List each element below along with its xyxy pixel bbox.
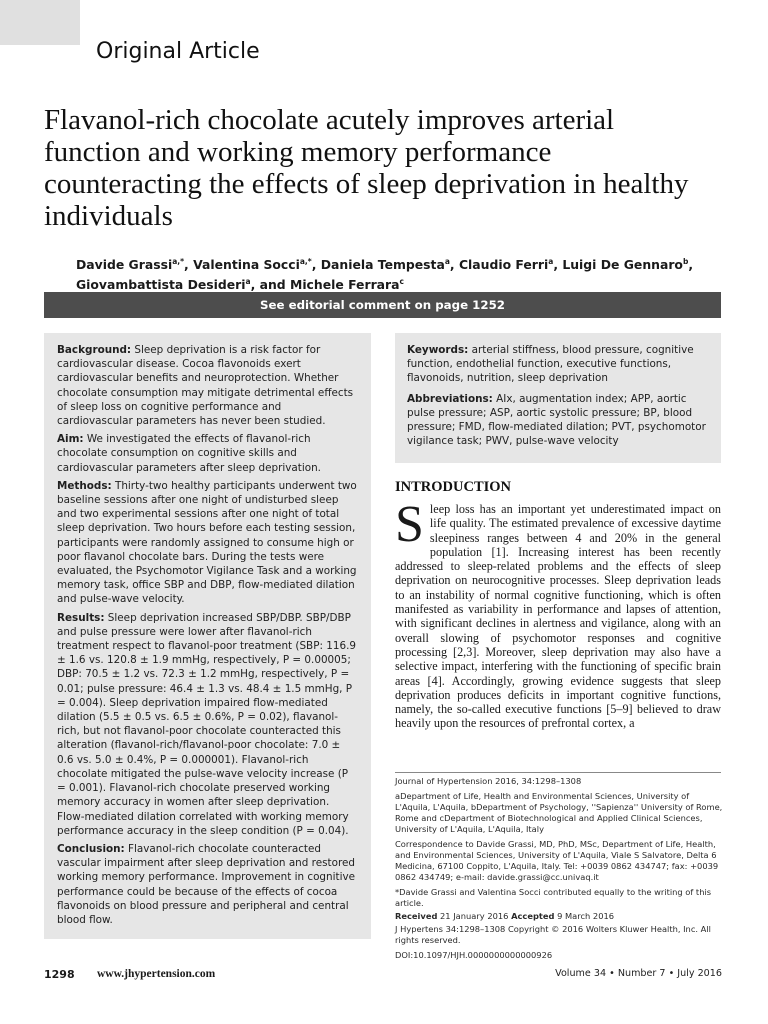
author-affiliation-mark: a,*: [172, 257, 185, 266]
dates: [395, 911, 725, 922]
author-separator: , and: [250, 277, 290, 293]
author-separator: ,: [311, 257, 321, 273]
author: Luigi De Gennaro: [562, 257, 683, 273]
section-text: We investigated the effects of flavanol-rich chocolate consumption on cognitive skills and cardiovascular parameters after sleep deprivation.: [57, 433, 321, 474]
section-text: Flavanol-rich chocolate counteracted vascular impairment after sleep deprivation and restored working memory performance. Improvement in cognitive performance could be because of the effects of cocoa flavonoids on blood pressure and peripheral and central blood flow.: [57, 842, 355, 926]
author-affiliation-mark: a: [245, 277, 251, 287]
abstract-conclusion: [57, 842, 359, 927]
introduction-paragraph: [395, 496, 721, 731]
abstract-background: [57, 343, 359, 428]
section-text: Sleep deprivation is a risk factor for cardiovascular disease. Cocoa flavonoids exert cardiovascular benefits and neuroprotection. Whether chocolate consumption may mitigate detrimental effects of sleep loss on cognitive performance and cardiovascular parameters has never been studied.: [57, 344, 354, 428]
abstract-box: [44, 333, 371, 939]
journal-citation: Journal of Hypertension 2016, 34:1298–1308: [395, 776, 582, 786]
article-title: Flavanol-rich chocolate acutely improves arterial function and working memory performance counteracting the effects of sleep deprivation in healthy individuals: [44, 104, 689, 232]
abbreviations: [407, 392, 709, 449]
section-text: Sleep deprivation increased SBP/DBP. SBP/DBP and pulse pressure were lower after flavanol-rich treatment respect to flavanol-poor treatment (SBP: 116.9 ± 1.6 vs. 120.8 ± 1.9 mmHg, respectively, P = 0.00005; DBP: 70.5 ± 1.2 vs. 72.3 ± 1.2 mmHg, respectively, P = 0.01; pulse pressure: 46.4 ± 1.3 vs. 48.4 ± 1.5 mmHg, P = 0.004). Sleep deprivation impaired flow-mediated dilation (5.5 ± 0.5 vs. 6.5 ± 0.6%, P = 0.02), flavanol-rich, but not flavanol-poor chocolate counteracted this alteration (flavanol-rich/flavanol-poor chocolate: 7.0 ± 0.6 vs. 5.0 ± 0.4%, P = 0.000001). Flavanol-rich chocolate mitigated the pulse-wave velocity increase (P = 0.001). Flavanol-rich chocolate preserved working memory accuracy in women after sleep deprivation. Flow-mediated dilation correlated with working memory performance accuracy in the sleep condition (P = 0.04).: [57, 611, 357, 837]
introduction-heading: INTRODUCTION: [395, 479, 512, 495]
abbreviations-label: Abbreviations:: [407, 392, 493, 405]
footnotes: [395, 776, 725, 965]
section-label: Aim:: [57, 433, 84, 446]
doi[interactable]: DOI:10.1097/HJH.0000000000000926: [395, 950, 553, 960]
drop-cap: S: [395, 496, 424, 553]
keywords: [407, 343, 709, 386]
introduction-text: leep loss has an important yet underestimated impact on life quality. The estimated prevalence of excessive daytime sleepiness ranges between 4 and 20% in the general population [1]. Increasing interest has been recently addressed to sleep-related problems and the effects of sleep deprivation on neurocognitive processes. Sleep deprivation leads to an instability of normal cognitive functioning, which is often manifested as variability in performance and lapses of attention, with significant declines in alertness and vigilance, along with an overall slowing of psychomotor responses and cognitive processing [2,3]. Moreover, sleep deprivation may also have a selective impact, interfering with the functioning of specific brain areas [4]. Accordingly, growing evidence suggests that sleep deprivation produces deficits in important cognitive functions, namely, the so-called executive functions [5–9] believed to draw heavily upon the resources of prefrontal cortex, a: [395, 502, 721, 731]
affiliations: aDepartment of Life, Health and Environmental Sciences, University of L'Aquila, L'Aquila, bDepartment of Psychology, ''Sapienza'' University of Rome, Rome and cDepartment of Biotechnological and Applied Clinical Sciences, University of L'Aquila, L'Aquila, Italy: [395, 791, 723, 834]
journal-url[interactable]: www.jhypertension.com: [97, 968, 216, 980]
author: Valentina Socci: [193, 257, 300, 273]
abstract-aim: [57, 432, 359, 475]
author-separator: ,: [688, 257, 694, 273]
accepted-date: 9 March 2016: [557, 911, 615, 921]
author-affiliation-mark: a: [444, 257, 450, 266]
editorial-comment-banner[interactable]: See editorial comment on page 1252: [44, 292, 721, 318]
copyright: J Hypertens 34:1298–1308 Copyright © 2016 Wolters Kluwer Health, Inc. All rights reserved.: [395, 924, 711, 945]
section-text: Thirty-two healthy participants underwent two baseline sessions after one night of undisturbed sleep and two experimental sessions after one night of total sleep deprivation. Two hours before each testing session, participants were randomly assigned to consume high or poor flavanol chocolate bars. During the tests were evaluated, the Psychomotor Vigilance Task and a working memory task, office SBP and DBP, flow-mediated dilation and pulse-wave velocity.: [57, 479, 357, 606]
section-label: Background:: [57, 344, 132, 356]
received-date: 21 January 2016: [440, 911, 509, 921]
abbreviations-text: AIx, augmentation index; APP, aortic pulse pressure; ASP, aortic systolic pressure; BP, blood pressure; FMD, flow-mediated dilation; PVT, psychomotor vigilance task; PWV, pulse-wave velocity: [407, 392, 706, 448]
accepted-label: Accepted: [511, 911, 555, 921]
equal-contribution-note: *Davide Grassi and Valentina Socci contributed equally to the writing of this article.: [395, 887, 712, 908]
page-number: 1298: [44, 968, 75, 981]
received-label: Received: [395, 911, 438, 921]
issue-info: Volume 34 • Number 7 • July 2016: [555, 968, 722, 979]
author-affiliation-mark: b: [682, 257, 689, 266]
keywords-text: arterial stiffness, blood pressure, cognitive function, endothelial function, executive functions, flavonoids, nutrition, sleep deprivation: [407, 344, 694, 385]
section-label: Conclusion:: [57, 842, 125, 855]
author: Daniela Tempesta: [320, 257, 445, 273]
correspondence: Correspondence to Davide Grassi, MD, PhD, MSc, Department of Life, Health, and Environmental Sciences, University of L'Aquila, Viale S Salvatore, Delta 6 Medicina, 67100 Coppito, L'Aquila, Italy. Tel: +0039 0862 434747; fax: +0039 0862 434749; e-mail: davide.grassi@cc.univaq.it: [395, 839, 719, 882]
author-affiliation-mark: c: [399, 277, 404, 287]
keywords-label: Keywords:: [407, 344, 469, 356]
author-separator: ,: [553, 257, 563, 273]
author: Davide Grassi: [76, 257, 173, 273]
author-affiliation-mark: a: [548, 257, 554, 266]
keywords-box: [395, 333, 721, 463]
author: Giovambattista Desideri: [76, 277, 246, 293]
author-affiliation-mark: a,*: [299, 257, 312, 266]
footnote-divider: [395, 772, 721, 773]
article-type: Original Article: [96, 39, 260, 64]
introduction-body: [395, 496, 721, 731]
author: Claudio Ferri: [458, 257, 549, 273]
author-separator: ,: [184, 257, 194, 273]
abstract-methods: [57, 479, 359, 607]
author: Michele Ferrara: [289, 277, 400, 293]
corner-tab: [0, 0, 80, 45]
section-label: Results:: [57, 611, 105, 624]
abstract-results: [57, 611, 359, 838]
section-label: Methods:: [57, 479, 112, 492]
author-list: [76, 253, 726, 293]
author-separator: ,: [449, 257, 459, 273]
